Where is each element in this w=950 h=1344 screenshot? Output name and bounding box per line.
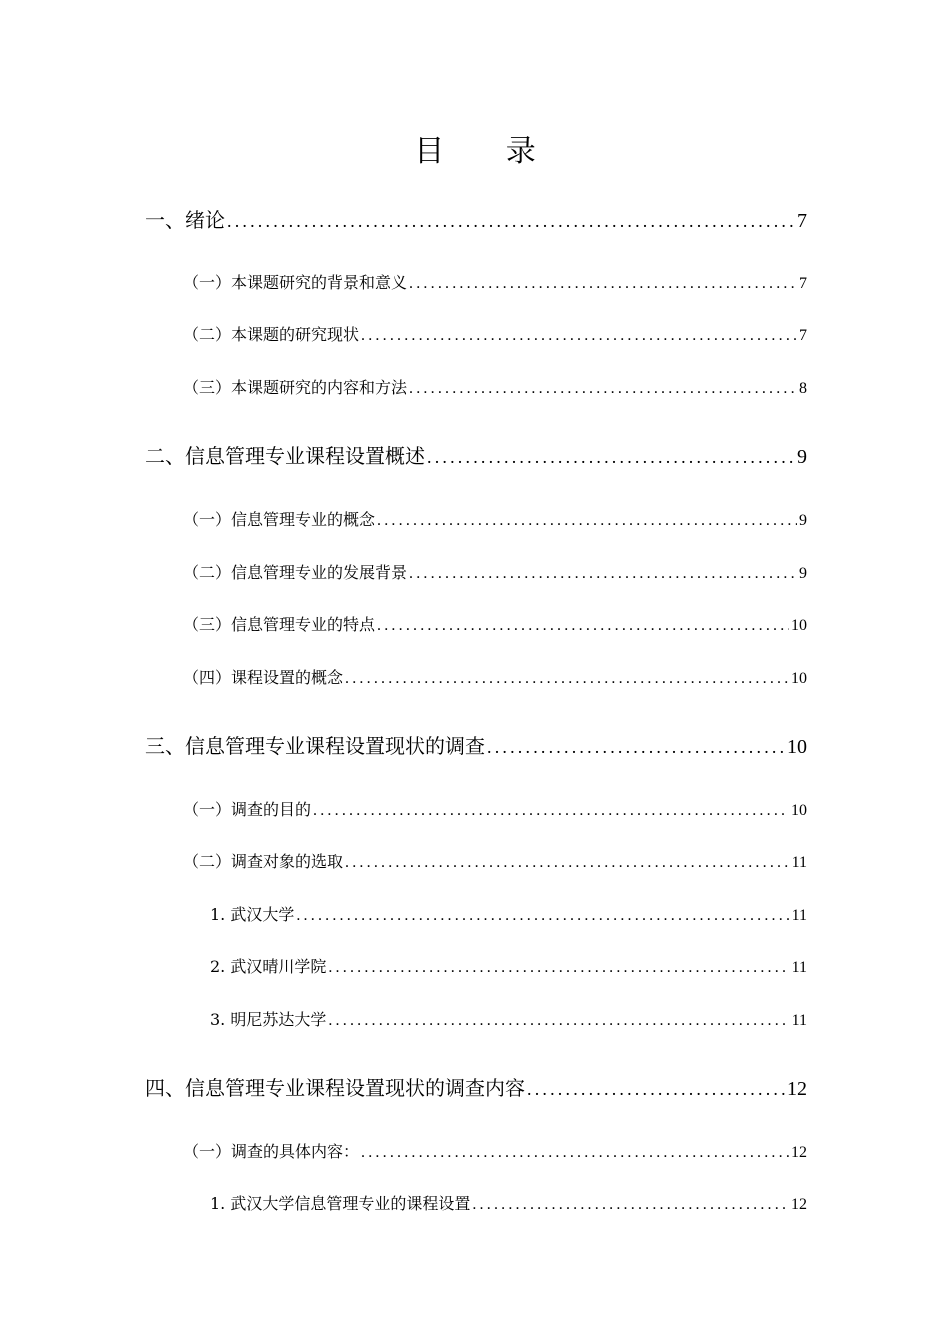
- toc-entry[interactable]: [210, 1191, 807, 1217]
- toc-entry-page-number: 11: [791, 854, 807, 871]
- toc-dot-leader: [296, 907, 789, 925]
- toc-entry-page-number: 10: [791, 802, 807, 819]
- toc-dot-leader: [409, 380, 797, 398]
- toc-entry[interactable]: [183, 322, 807, 348]
- toc-entry[interactable]: [145, 1072, 807, 1102]
- toc-dot-leader: [361, 327, 797, 345]
- toc-entry-label: （二）信息管理专业的发展背景: [183, 563, 408, 582]
- toc-entry-label: （二）调查对象的选取: [183, 852, 344, 871]
- toc-entry-label: 一、绪论: [145, 208, 225, 232]
- toc-entry-label: （一）信息管理专业的概念: [183, 510, 376, 529]
- toc-entry[interactable]: [183, 270, 807, 296]
- toc-entry[interactable]: [145, 440, 807, 470]
- toc-entry-page-number: 11: [791, 959, 807, 976]
- toc-dot-leader: [472, 1196, 789, 1214]
- toc-entry-label: （四）课程设置的概念: [183, 668, 344, 687]
- toc-dot-leader: [377, 617, 789, 635]
- toc-entry-page-number: 9: [799, 512, 807, 529]
- toc-entry-label: 1. 武汉大学信息管理专业的课程设置: [210, 1194, 471, 1213]
- toc-entry[interactable]: [210, 954, 807, 980]
- toc-entry-page-number: 12: [787, 1078, 807, 1100]
- toc-entry-page-number: 10: [791, 617, 807, 634]
- toc-entry[interactable]: [183, 507, 807, 533]
- toc-entry-page-number: 7: [797, 210, 807, 232]
- toc-entry-label: （一）调查的目的: [183, 800, 312, 819]
- toc-entry-page-number: 9: [799, 565, 807, 582]
- toc-entry[interactable]: [183, 560, 807, 586]
- toc-entry-page-number: 12: [791, 1196, 807, 1213]
- toc-entry-page-number: 7: [799, 327, 807, 344]
- toc-dot-leader: [345, 670, 789, 688]
- toc-entry[interactable]: [183, 612, 807, 638]
- toc-entry-page-number: 11: [791, 907, 807, 924]
- toc-entry[interactable]: [210, 1007, 807, 1033]
- toc-entry-label: （二）本课题的研究现状: [183, 325, 360, 344]
- toc-entry-label: （一）本课题研究的背景和意义: [183, 273, 408, 292]
- toc-entry-label: 3. 明尼苏达大学: [210, 1010, 327, 1029]
- toc-entry-label: 2. 武汉晴川学院: [210, 957, 327, 976]
- toc-entry-page-number: 12: [791, 1144, 807, 1161]
- toc-entry[interactable]: [183, 1139, 807, 1165]
- toc-entry-label: 二、信息管理专业课程设置概述: [145, 444, 425, 468]
- toc-entry[interactable]: [145, 204, 807, 234]
- toc-entry-page-number: 9: [797, 446, 807, 468]
- toc-entry-label: （三）信息管理专业的特点: [183, 615, 376, 634]
- toc-dot-leader: [487, 737, 785, 758]
- toc-entry-page-number: 10: [791, 670, 807, 687]
- toc-entry[interactable]: [145, 730, 807, 760]
- toc-dot-leader: [227, 211, 795, 232]
- toc-entry[interactable]: [183, 665, 807, 691]
- toc-entry-page-number: 11: [791, 1012, 807, 1029]
- toc-entry-page-number: 10: [787, 736, 807, 758]
- toc-dot-leader: [328, 959, 789, 977]
- toc-dot-leader: [527, 1079, 785, 1100]
- toc-entry[interactable]: [210, 902, 807, 928]
- toc-dot-leader: [345, 854, 790, 872]
- toc-dot-leader: [328, 1012, 789, 1030]
- toc-entry[interactable]: [183, 849, 807, 875]
- toc-entry[interactable]: [183, 375, 807, 401]
- toc-entry-label: （三）本课题研究的内容和方法: [183, 378, 408, 397]
- toc-dot-leader: [377, 512, 797, 530]
- toc-dot-leader: [409, 275, 797, 293]
- toc-entry[interactable]: [183, 797, 807, 823]
- toc-dot-leader: [361, 1144, 789, 1162]
- toc-entry-label: 1. 武汉大学: [210, 905, 295, 924]
- toc-dot-leader: [409, 565, 797, 583]
- toc-entry-page-number: 8: [799, 380, 807, 397]
- toc-dot-leader: [427, 447, 795, 468]
- toc-dot-leader: [313, 802, 789, 820]
- toc-entry-label: （一）调查的具体内容：: [183, 1142, 360, 1161]
- toc-entry-label: 四、信息管理专业课程设置现状的调查内容: [145, 1076, 525, 1100]
- toc-title: 目 录: [414, 134, 562, 169]
- toc-entry-page-number: 7: [799, 275, 807, 292]
- toc-entry-label: 三、信息管理专业课程设置现状的调查: [145, 734, 485, 758]
